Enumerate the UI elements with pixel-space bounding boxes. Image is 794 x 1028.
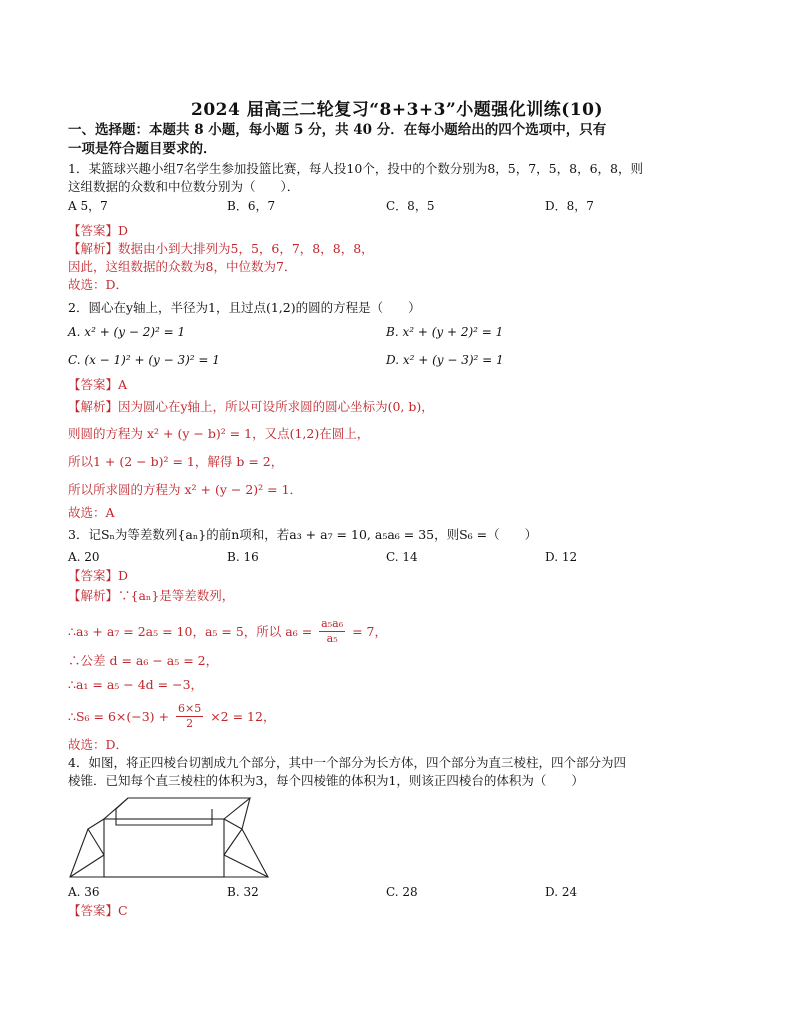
q3-fraction-1-denominator: a₅ [326,632,338,645]
q2-analysis-line3: 所以1 + (2 − b)² = 1，解得 b = 2， [68,454,284,469]
q2-analysis-line2: 则圆的方程为 x² + (y − b)² = 1，又点(1,2)在圆上， [68,426,370,441]
q3-option-d: D. 12 [545,550,578,564]
q2-option-c: C. (x − 1)² + (y − 3)² = 1 [68,353,220,367]
q1-conclusion: 故选：D． [68,277,129,292]
q2-option-b: B. x² + (y + 2)² = 1 [386,325,504,339]
q1-option-d: D．8，7 [545,199,594,213]
q3-fraction-1-numerator: a₅a₆ [321,617,344,630]
q3-fraction-2-numerator: 6×5 [178,702,202,715]
q1-option-c: C．8，5 [386,199,435,213]
right-top-edge [242,798,250,829]
q3-fraction-2-denominator: 2 [186,717,194,730]
q3-analysis-line5-end: ×2 = 12， [210,709,276,724]
left-top-edge [116,798,128,809]
q3-analysis-line5-start: ∴S₆ = 6×(−3) + [68,709,170,724]
q4-answer: 【答案】C [68,903,128,918]
q2-answer: 【答案】A [68,377,128,392]
q3-option-c: C. 14 [386,550,418,564]
cuboid-front-face [104,819,224,877]
q4-option-a: A. 36 [68,885,100,899]
q4-option-d: D. 24 [545,885,578,899]
q3-analysis-line2 [68,618,387,647]
q3-option-a: A. 20 [68,550,100,564]
left-prism [70,819,104,877]
q3-conclusion: 故选：D． [68,737,129,752]
frustum-figure [68,795,308,881]
frustum-top-face [104,798,250,819]
q3-analysis-line4: ∴a₁ = a₅ − 4d = −3， [68,677,204,692]
q1-stem-line1: 1．某篮球兴趣小组7名学生参加投篮比赛，每人投10个，投中的个数分别为8，5，7，5，8，6，8，则 [68,161,643,176]
q2-conclusion: 故选：A [68,505,115,520]
q3-fraction-1 [319,617,345,646]
left-edge [88,829,104,855]
right-edge [224,829,242,855]
q3-analysis-line5 [68,703,275,732]
right-prism [224,819,268,877]
q3-stem: 3．记Sₙ为等差数列{aₙ}的前n项和，若a₃ + a₇ = 10, a₅a₆ = 35，则S₆ =（ ） [68,527,538,542]
q1-option-a: A 5，7 [68,199,108,213]
q2-stem: 2．圆心在y轴上，半径为1，且过点(1,2)的圆的方程是（ ） [68,300,421,315]
q3-fraction-2 [176,702,203,731]
q2-analysis-line1: 【解析】因为圆心在y轴上，所以可设所求圆的圆心坐标为(0, b)， [68,399,434,414]
left-diagonal [70,855,104,877]
section-heading-line2: 一项是符合题目要求的． [68,141,217,157]
q1-analysis-line2: 因此，这组数据的众数为8，中位数为7． [68,259,297,274]
q1-option-b: B．6，7 [227,199,276,213]
q3-analysis-line2-end: = 7， [352,624,387,639]
q2-analysis-line4: 所以所求圆的方程为 x² + (y − 2)² = 1． [68,482,303,497]
q4-stem-line2: 棱锥．已知每个直三棱柱的体积为3，每个四棱锥的体积为1，则该正四棱台的体积为（ ） [68,773,584,788]
inner-top-edges [116,809,212,825]
q4-option-b: B. 32 [227,885,259,899]
q3-answer: 【答案】D [68,568,129,583]
q4-stem-line1: 4．如图，将正四棱台切割成九个部分，其中一个部分为长方体，四个部分为直三棱柱，四个部分为四 [68,755,626,770]
q1-stem-line2: 这组数据的众数和中位数分别为（ ）． [68,179,300,194]
q4-option-c: C. 28 [386,885,418,899]
q3-option-b: B. 16 [227,550,259,564]
q3-analysis-line2-start: ∴a₃ + a₇ = 2a₅ = 10，a₅ = 5，所以 a₆ = [68,624,313,639]
q2-option-a: A. x² + (y − 2)² = 1 [68,325,186,339]
section-heading-line1: 一、选择题：本题共 8 小题，每小题 5 分，共 40 分．在每小题给出的四个选项中，只有 [68,122,607,138]
right-diagonal [224,855,268,877]
q1-answer: 【答案】D [68,223,129,238]
q2-option-d: D. x² + (y − 3)² = 1 [386,353,504,367]
q3-analysis-line3: ∴公差 d = a₆ − a₅ = 2， [68,653,219,668]
page-title: 2024 届高三二轮复习“8+3+3”小题强化训练(10) [190,100,603,120]
q1-analysis-line1: 【解析】数据由小到大排列为5，5，6，7，8，8，8， [68,241,374,256]
q3-analysis-line1: 【解析】∵{aₙ}是等差数列， [68,588,235,603]
